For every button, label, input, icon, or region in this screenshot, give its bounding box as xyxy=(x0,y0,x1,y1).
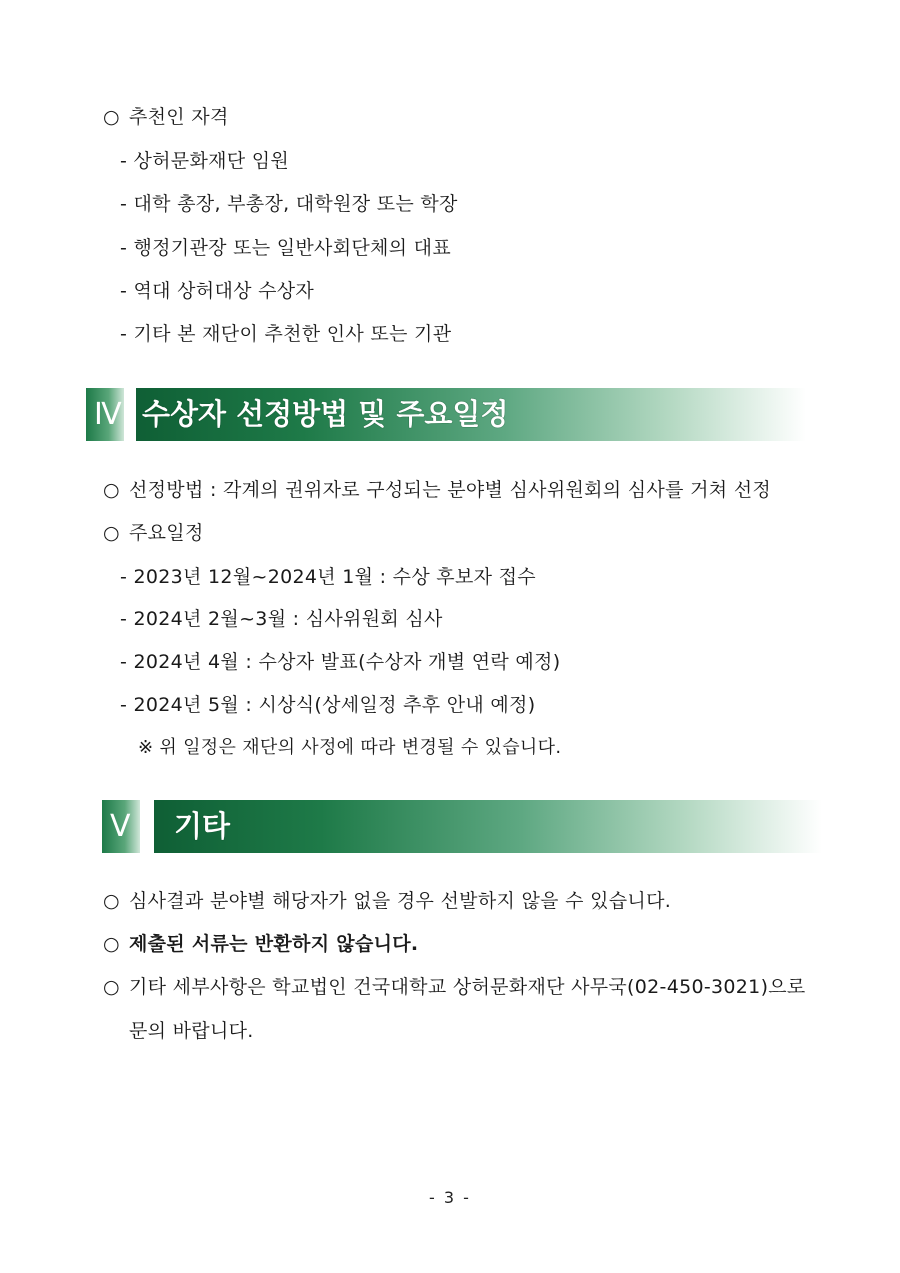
misc-item-text: 기타 세부사항은 학교법인 건국대학교 상허문화재단 사무국(02-450-3021)으로 xyxy=(129,976,806,998)
misc-item-continuation: 문의 바랍니다. xyxy=(129,1020,254,1042)
schedule-item: - 2024년 5월 : 시상식(상세일정 추후 안내 예정) xyxy=(120,694,536,716)
section-4-number: Ⅳ xyxy=(86,388,124,441)
misc-item-text: 제출된 서류는 반환하지 않습니다. xyxy=(129,933,419,955)
section-4-header xyxy=(86,388,806,441)
section-5-header xyxy=(102,800,822,853)
schedule-note: ※ 위 일정은 재단의 사정에 따라 변경될 수 있습니다. xyxy=(138,737,562,758)
circle-bullet-icon: ○ xyxy=(103,479,120,501)
section-4-title: 수상자 선정방법 및 주요일정 xyxy=(136,388,806,441)
selection-method-line xyxy=(103,477,771,503)
schedule-item: - 2023년 12월~2024년 1월 : 수상 후보자 접수 xyxy=(120,566,536,588)
section-5-number: Ⅴ xyxy=(102,800,140,853)
misc-item xyxy=(103,974,806,1000)
recommender-item: - 기타 본 재단이 추천한 인사 또는 기관 xyxy=(120,323,452,345)
recommender-item: - 행정기관장 또는 일반사회단체의 대표 xyxy=(120,237,451,259)
circle-bullet-icon: ○ xyxy=(103,890,120,912)
misc-item xyxy=(103,888,671,914)
schedule-item: - 2024년 2월~3월 : 심사위원회 심사 xyxy=(120,608,443,630)
circle-bullet-icon: ○ xyxy=(103,106,120,128)
recommender-heading-text: 추천인 자격 xyxy=(129,106,229,128)
schedule-heading xyxy=(103,520,204,546)
recommender-item: - 대학 총장, 부총장, 대학원장 또는 학장 xyxy=(120,193,458,215)
circle-bullet-icon: ○ xyxy=(103,522,120,544)
schedule-heading-text: 주요일정 xyxy=(129,522,204,544)
circle-bullet-icon: ○ xyxy=(103,976,120,998)
selection-method-text: 선정방법 : 각계의 권위자로 구성되는 분야별 심사위원회의 심사를 거쳐 선정 xyxy=(129,479,772,501)
circle-bullet-icon: ○ xyxy=(103,933,120,955)
section-5-title: 기타 xyxy=(154,800,822,853)
page-number: - 3 - xyxy=(429,1188,471,1207)
misc-item-text: 심사결과 분야별 해당자가 없을 경우 선발하지 않을 수 있습니다. xyxy=(129,890,672,912)
misc-item-bold xyxy=(103,931,418,957)
schedule-item: - 2024년 4월 : 수상자 발표(수상자 개별 연락 예정) xyxy=(120,651,561,673)
recommender-item: - 상허문화재단 임원 xyxy=(120,150,290,172)
recommender-item: - 역대 상허대상 수상자 xyxy=(120,280,315,302)
recommender-heading xyxy=(103,104,229,130)
